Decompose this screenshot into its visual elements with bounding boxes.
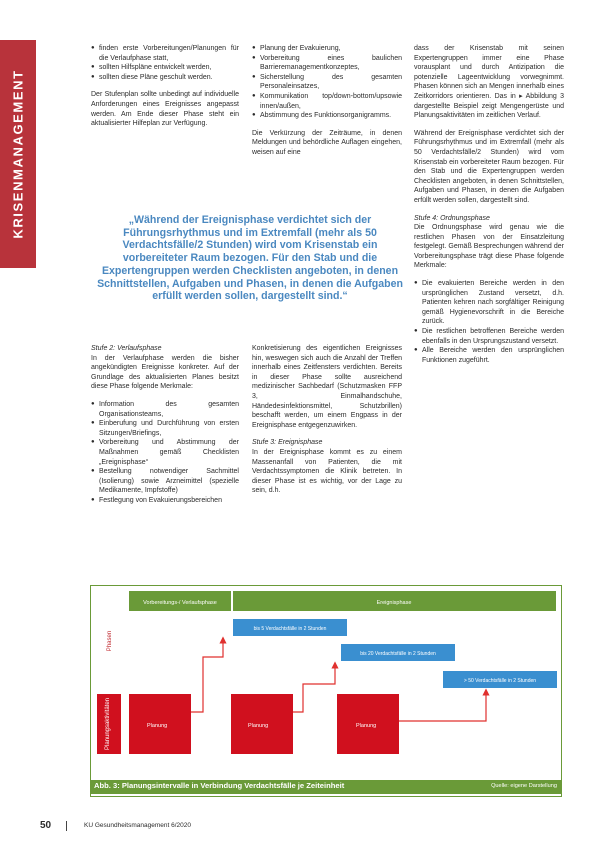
pull-quote: „Während der Ereignisphase verdichtet sich der Führungsrhythmus und im Extremfall (mehr als 50 Verdachtsfälle/2 Stunden) wird vom Krisenstab ein vorbereiteter Raum bezogen. Für den Stab und die Expertengruppen werden Checklisten angeboten, in denen Schnittstellen, Aufgaben und Phasen, in denen die Aufgaben erfüllt werden sollen, dargestellt sind.“ — [97, 214, 403, 303]
list-item: ● Festlegung von Evakuierungsbereichen — [91, 496, 239, 506]
phase-bar-prep-label: Vorbereitungs-/ Verlaufsphase — [143, 600, 217, 606]
list-item: ● Planung der Evakuierung, — [252, 44, 402, 54]
figure-caption: Abb. 3: Planungsintervalle in Verbindung Verdachtsfälle je Zeiteinheit — [94, 781, 345, 790]
journal-name: KU Gesundheitsmanagement 6/2020 — [84, 822, 191, 829]
column-2-top — [252, 44, 402, 166]
list-item: ● Bestellung notwendiger Sachmittel (Isolierung) sowie Arzneimittel (spezielle Medikamente, Impfstoffe) — [91, 467, 239, 496]
arrow-2 — [293, 665, 335, 712]
subheading: Stufe 4: Ordnungsphase — [414, 214, 490, 222]
column-1-bottom — [91, 344, 239, 514]
paragraph: Konkretisierung des eigentlichen Ereignisses hin, weswegen sich auch die Anzahl der Treffen innerhalb eines Zeitfensters verdichten. Bereits in dieser Phase sollte ausreichend medizinischer Sachbedarf (Schutzmasken FFP 3, Einmalhandschuhe, Händedesinfektionsmittel, Schutzbrillen) beschafft werden, um einem Engpass in der Ereignisphase entgegenzuwirken. — [252, 345, 402, 429]
bullet-list — [91, 44, 239, 82]
level-box-50-label: > 50 Verdachtsfälle in 2 Stunden — [463, 678, 537, 684]
diagram-canvas — [91, 586, 561, 796]
page-number: 50 — [40, 820, 52, 831]
subheading: Stufe 2: Verlaufsphase — [91, 345, 162, 352]
paragraph: Während der Ereignisphase verdichtet sich der Führungsrhythmus und im Extremfall (mehr als 50 Verdachtsfälle/2 Stunden) wird vom Krisenstab ein vorbereiteter Raum bezogen. Für den Stab und die Expertengruppen werden Checklisten angeboten, in denen Schnittstellen, Aufgaben und Phasen, in denen die Aufgaben erfüllt werden sollen, dargestellt sind. — [414, 129, 564, 204]
planning-box-2-label: Planung — [248, 723, 269, 729]
figure-caption-bar — [90, 780, 562, 794]
subheading: Stufe 3: Ereignisphase — [252, 439, 323, 447]
planning-axis-label: Planungsaktivitäten — [105, 697, 111, 751]
planning-diagram — [90, 585, 562, 797]
list-item: ● sollten Hilfspläne entwickelt werden, — [91, 63, 239, 73]
phase-bar-event-label: Ereignisphase — [376, 600, 412, 606]
section-tab-label: KRISENMANAGEMENT — [10, 69, 26, 239]
figure-source: Quelle: eigene Darstellung — [491, 783, 557, 789]
list-item: ● Vorbereitung eines baulichen Barrieremanagementkonzeptes, — [252, 54, 402, 73]
list-item: ● finden erste Vorbereitungen/Planungen für die Verlaufphase statt, — [91, 44, 239, 63]
list-item: ● Alle Bereiche werden den ursprünglichen Funktionen zugeführt. — [414, 346, 564, 365]
list-item: ● sollten diese Pläne geschult werden. — [91, 73, 239, 83]
paragraph: In der Ereignisphase kommt es zu einem Massenanfall von Patienten, die mit Verdachtssymptomen die Klinik betreten. In dieser Phase ist es wichtig, vor der Lage zu sein, d.h. — [252, 448, 402, 495]
list-item: ● Einberufung und Durchführung von ersten Sitzungen/Briefings, — [91, 419, 239, 438]
paragraph: Die Verkürzung der Zeiträume, in denen Meldungen und behördliche Auflagen eingehen, weisen auf eine — [252, 129, 402, 156]
list-item: ● Die evakuierten Bereiche werden in den ursprünglichen Zustand versetzt, d.h. Patienten kehren nach sorgfältiger Reinigung gemäß Hygienevorschrift in die Bereiche zurück. — [414, 279, 564, 327]
section-tab — [0, 40, 36, 268]
bullet-list — [414, 279, 564, 365]
arrow-1 — [191, 640, 223, 712]
list-item: ● Abstimmung des Funktionsorganigramms. — [252, 111, 402, 121]
list-item: ● Vorbereitung und Abstimmung der Maßnahmen gemäß Checklisten „Ereignisphase“ — [91, 438, 239, 467]
bullet-list — [91, 400, 239, 506]
column-1-top — [91, 44, 239, 137]
paragraph: Die Ordnungsphase wird genau wie die restlichen Phasen von der Einsatzleitung festgelegt. Gemäß Besprechungen während der Vorbereitungsphase trägt diese Phase folgende Merkmale: — [414, 224, 564, 270]
phases-axis-label: Phasen — [107, 630, 113, 652]
page-footer — [0, 818, 612, 834]
level-box-5-label: bis 5 Verdachtsfälle in 2 Stunden — [253, 626, 327, 632]
arrow-3 — [399, 692, 486, 721]
list-item: ● Sicherstellung des gesamten Personaleinsatzes, — [252, 73, 402, 92]
column-3 — [414, 44, 564, 373]
list-item: ● Kommunikation top/down-bottom/upsowie innen/außen, — [252, 92, 402, 111]
paragraph: dass der Krisenstab mit seinen Expertengruppen immer eine Phase vorausplant und durch Antizipation die potenzielle Lageentwicklung vorwegnimmt. Phasen können sich an Mengen innerhalb eines Zeitkorridors orientieren. Das in ▸ Abbildung 3 dargestellte Beispiel zeigt Mengengerüste und Planungsaktivitäten im zeitlichen Verlauf. — [414, 45, 564, 120]
list-item: ● Die restlichen betroffenen Bereiche werden ebenfalls in den Ursprungszustand versetzt. — [414, 327, 564, 346]
level-box-20-label: bis 20 Verdachtsfälle in 2 Stunden — [360, 651, 436, 657]
list-item: ● Information des gesamten Organisationsteams, — [91, 400, 239, 419]
paragraph: Der Stufenplan sollte unbedingt auf individuelle Anforderungen eines Ereignisses angepasst werden. Am Ende dieser Phase steht ein aktualisierter Hilfeplan zur Verfügung. — [91, 91, 239, 128]
bullet-list — [252, 44, 402, 121]
footer-separator — [66, 821, 67, 831]
paragraph: In der Verlaufphase werden die bisher angekündigten Ereignisse konkreter. Auf der Grundlage des aktualisierten Planes besitzt diese Phase folgende Merkmale: — [91, 354, 239, 391]
planning-box-3-label: Planung — [356, 723, 377, 729]
column-2-bottom — [252, 344, 402, 504]
planning-box-1-label: Planung — [147, 723, 168, 729]
